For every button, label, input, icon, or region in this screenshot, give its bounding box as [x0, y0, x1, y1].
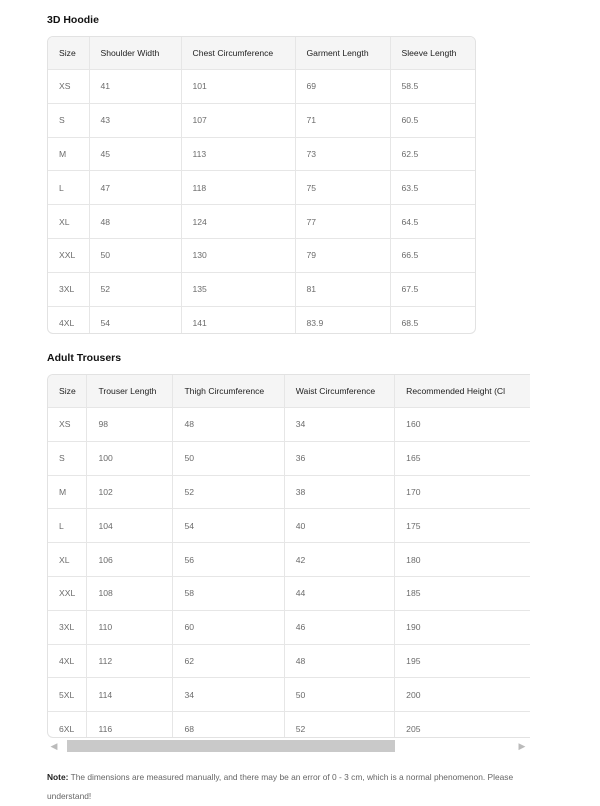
note-text: The dimensions are measured manually, and there may be an error of 0 - 3 cm, which is a normal phenomenon. Please understand!: [47, 772, 514, 801]
table-cell: 50: [284, 678, 394, 712]
table-cell: 47: [89, 171, 181, 205]
table-cell: 34: [284, 408, 394, 442]
table-cell: 175: [395, 509, 530, 543]
table-cell: 180: [395, 543, 530, 577]
table-cell: 54: [89, 306, 181, 334]
table-row: [48, 137, 475, 171]
table-cell: XXL: [48, 238, 89, 272]
table-cell: XS: [48, 408, 87, 442]
measurement-note: [47, 768, 527, 806]
hoodie-title: 3D Hoodie: [47, 14, 99, 26]
table-cell: 38: [284, 475, 394, 509]
table-cell: 107: [181, 103, 295, 137]
table-row: [48, 441, 530, 475]
table-cell: 67.5: [390, 272, 475, 306]
table-row: [48, 543, 530, 577]
column-header: Size: [48, 37, 89, 70]
column-header: Trouser Length: [87, 375, 173, 408]
table-cell: 3XL: [48, 610, 87, 644]
table-cell: 66.5: [390, 238, 475, 272]
table-row: [48, 610, 530, 644]
table-cell: 124: [181, 205, 295, 239]
table-row: [48, 238, 475, 272]
table-cell: 71: [295, 103, 390, 137]
table-cell: 58: [173, 576, 284, 610]
table-cell: 69: [295, 70, 390, 104]
table-cell: 43: [89, 103, 181, 137]
table-cell: 104: [87, 509, 173, 543]
table-cell: 4XL: [48, 644, 87, 678]
table-cell: 46: [284, 610, 394, 644]
table-cell: M: [48, 475, 87, 509]
table-cell: 34: [173, 678, 284, 712]
column-header: Thigh Circumference: [173, 375, 284, 408]
table-row: [48, 103, 475, 137]
table-cell: 118: [181, 171, 295, 205]
table-row: [48, 408, 530, 442]
table-cell: 170: [395, 475, 530, 509]
table-cell: 190: [395, 610, 530, 644]
table-cell: 130: [181, 238, 295, 272]
table-row: [48, 475, 530, 509]
table-row: [48, 306, 475, 334]
table-cell: 6XL: [48, 712, 87, 738]
table-cell: 106: [87, 543, 173, 577]
table-cell: 48: [284, 644, 394, 678]
table-row: [48, 644, 530, 678]
table-row: [48, 171, 475, 205]
table-cell: 64.5: [390, 205, 475, 239]
trousers-table-container[interactable]: [47, 374, 530, 738]
table-cell: 79: [295, 238, 390, 272]
table-cell: 40: [284, 509, 394, 543]
scroll-right-icon[interactable]: ▶: [518, 741, 526, 751]
table-cell: 3XL: [48, 272, 89, 306]
table-row: [48, 70, 475, 104]
table-cell: XL: [48, 205, 89, 239]
trousers-size-table: [48, 375, 530, 738]
table-cell: S: [48, 441, 87, 475]
scrollbar-thumb[interactable]: [67, 740, 395, 752]
column-header: Shoulder Width: [89, 37, 181, 70]
table-cell: 102: [87, 475, 173, 509]
table-cell: 165: [395, 441, 530, 475]
hoodie-size-table: [48, 37, 475, 334]
table-cell: 205: [395, 712, 530, 738]
table-cell: 83.9: [295, 306, 390, 334]
table-cell: 56: [173, 543, 284, 577]
column-header: Waist Circumference: [284, 375, 394, 408]
table-cell: 52: [173, 475, 284, 509]
table-row: [48, 678, 530, 712]
table-cell: 62: [173, 644, 284, 678]
table-cell: 81: [295, 272, 390, 306]
table-cell: 100: [87, 441, 173, 475]
horizontal-scrollbar[interactable]: [47, 739, 529, 753]
table-cell: 48: [89, 205, 181, 239]
table-cell: 62.5: [390, 137, 475, 171]
table-cell: 4XL: [48, 306, 89, 334]
note-label: Note:: [47, 772, 69, 782]
table-cell: S: [48, 103, 89, 137]
table-cell: 41: [89, 70, 181, 104]
table-cell: M: [48, 137, 89, 171]
table-row: [48, 509, 530, 543]
column-header: Garment Length: [295, 37, 390, 70]
table-cell: 44: [284, 576, 394, 610]
table-cell: 68.5: [390, 306, 475, 334]
table-cell: 116: [87, 712, 173, 738]
table-cell: 200: [395, 678, 530, 712]
column-header: Size: [48, 375, 87, 408]
table-cell: 36: [284, 441, 394, 475]
table-cell: 58.5: [390, 70, 475, 104]
table-row: [48, 205, 475, 239]
table-cell: 63.5: [390, 171, 475, 205]
table-row: [48, 712, 530, 738]
table-cell: 75: [295, 171, 390, 205]
table-cell: 110: [87, 610, 173, 644]
table-cell: 195: [395, 644, 530, 678]
table-cell: 45: [89, 137, 181, 171]
table-row: [48, 576, 530, 610]
table-cell: 108: [87, 576, 173, 610]
table-cell: 48: [173, 408, 284, 442]
table-cell: 101: [181, 70, 295, 104]
table-cell: 160: [395, 408, 530, 442]
table-cell: 52: [284, 712, 394, 738]
table-header-row: [48, 375, 530, 408]
table-header-row: [48, 37, 475, 70]
table-cell: 135: [181, 272, 295, 306]
table-cell: 60.5: [390, 103, 475, 137]
table-cell: 114: [87, 678, 173, 712]
table-cell: 113: [181, 137, 295, 171]
table-cell: 60: [173, 610, 284, 644]
table-cell: 42: [284, 543, 394, 577]
table-cell: 50: [173, 441, 284, 475]
table-cell: 5XL: [48, 678, 87, 712]
table-cell: 112: [87, 644, 173, 678]
table-cell: L: [48, 171, 89, 205]
table-cell: 52: [89, 272, 181, 306]
table-cell: XL: [48, 543, 87, 577]
column-header: Recommended Height (Cl: [395, 375, 530, 408]
column-header: Sleeve Length: [390, 37, 475, 70]
hoodie-table-container: [47, 36, 476, 334]
table-cell: 68: [173, 712, 284, 738]
table-cell: 185: [395, 576, 530, 610]
table-row: [48, 272, 475, 306]
table-cell: XS: [48, 70, 89, 104]
table-cell: 77: [295, 205, 390, 239]
table-cell: XXL: [48, 576, 87, 610]
table-cell: 50: [89, 238, 181, 272]
table-cell: 98: [87, 408, 173, 442]
table-cell: 73: [295, 137, 390, 171]
scroll-left-icon[interactable]: ◀: [50, 741, 58, 751]
column-header: Chest Circumference: [181, 37, 295, 70]
table-cell: 54: [173, 509, 284, 543]
trousers-title: Adult Trousers: [47, 352, 122, 364]
table-cell: 141: [181, 306, 295, 334]
table-cell: L: [48, 509, 87, 543]
